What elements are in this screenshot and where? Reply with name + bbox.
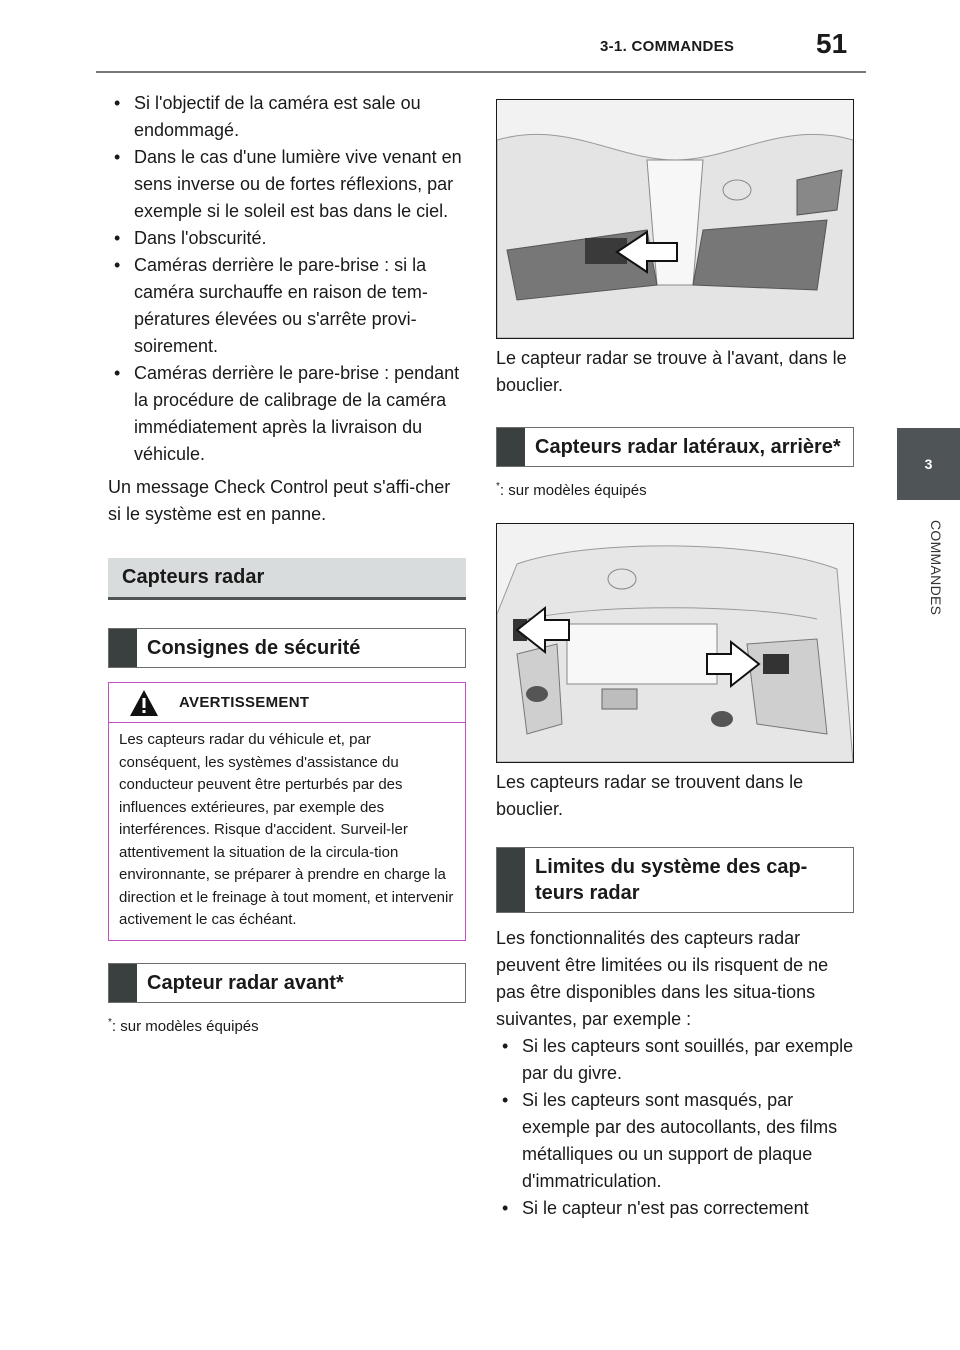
heading-bar: [497, 428, 525, 466]
subheading-radar-limits: [496, 847, 854, 913]
footnote-mark: *: [496, 481, 500, 492]
list-item: • Dans le cas d'une lumière vive venant en sens inverse ou de fortes réflexions, par exemple si le soleil est bas dans le ciel.: [108, 144, 466, 225]
warning-box: [108, 682, 466, 941]
front-radar-caption: Le capteur radar se trouve à l'avant, dans le bouclier.: [496, 348, 847, 395]
heading-bar: [109, 964, 137, 1002]
warning-text: Les capteurs radar du véhicule et, par conséquent, les systèmes d'assistance du conducteur peuvent être perturbés par des influences extérieures, par exemple des interférences. Risque d'accident. Surveil-ler attentivement la situation de la circula-tion environnante, se préparer à prendre en charge la direction et le freinage à tout moment, et intervenir activement le cas échéant.: [119, 731, 454, 928]
list-item: • Si le capteur n'est pas correctement: [496, 1195, 854, 1222]
list-item: • Si l'objectif de la caméra est sale ou endommagé.: [108, 90, 466, 144]
limits-intro: Les fonctionnalités des capteurs radar peuvent être limitées ou ils risquent de ne pas être disponibles dans les situa-tions suivantes, par exemple :: [496, 928, 829, 1029]
list-item: • Si les capteurs sont souillés, par exemple par du givre.: [496, 1033, 854, 1087]
right-column: [496, 90, 854, 1222]
subheading-text: Capteurs radar latéraux, arrière*: [535, 436, 841, 458]
header-divider: [96, 71, 866, 73]
warning-title: AVERTISSEMENT: [179, 694, 310, 711]
footnote-mark: *: [108, 1016, 112, 1028]
subheading-side-rear-radar: [496, 427, 854, 467]
left-column: [108, 90, 466, 1037]
footnote: [496, 477, 854, 501]
rear-bumper-illustration: [496, 523, 854, 763]
chapter-label: COMMANDES: [928, 520, 944, 616]
subheading-text: Consignes de sécurité: [147, 637, 361, 659]
footnote: [108, 1013, 466, 1037]
list-item: • Dans l'obscurité.: [108, 225, 466, 252]
footnote-text: : sur modèles équipés: [111, 1017, 259, 1035]
rear-radar-caption: Les capteurs radar se trouvent dans le bouclier.: [496, 772, 804, 819]
subheading-text: Capteur radar avant*: [147, 971, 344, 994]
page-number: 51: [816, 28, 848, 59]
warning-header: [109, 683, 465, 723]
section-title: 3-1. COMMANDES: [600, 38, 735, 55]
footnote-text: : sur modèles équipés: [499, 482, 647, 499]
heading-bar: [497, 848, 525, 912]
subheading-front-radar: [108, 963, 466, 1003]
chapter-tab: [897, 428, 960, 500]
section-heading-radar: Capteurs radar: [108, 558, 466, 600]
list-item: • Caméras derrière le pare-brise : si la caméra surchauffe en raison de tem-pératures élevées ou s'arrête provi-soirement.: [108, 252, 466, 360]
subheading-text: Limites du système des cap-teurs radar: [535, 856, 808, 904]
list-item: • Caméras derrière le pare-brise : pendant la procédure de calibrage de la caméra immédiatement après la livraison du véhicule.: [108, 360, 466, 468]
check-control-paragraph: Un message Check Control peut s'affi-cher si le système est en panne.: [108, 477, 451, 524]
subheading-safety: [108, 628, 466, 668]
list-item: • Si les capteurs sont masqués, par exemple par des autocollants, des films métalliques ou un support de plaque d'immatriculation.: [496, 1087, 854, 1195]
chapter-number: 3: [924, 456, 933, 472]
heading-bar: [109, 629, 137, 667]
front-bumper-illustration: [496, 99, 854, 339]
warning-triangle-icon: [109, 689, 179, 717]
